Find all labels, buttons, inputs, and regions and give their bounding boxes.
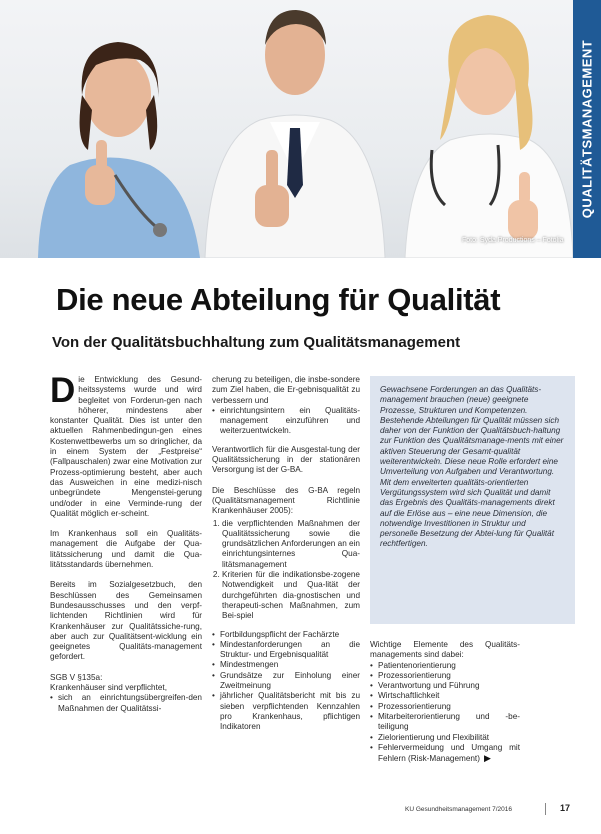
section-tab-label: QUALITÄTSMANAGEMENT (579, 39, 595, 219)
col2-lead: cherung zu beteiligen, die insbe-sondere zum Ziel haben, die Er-gebnisqualität zu verbessern und (212, 375, 360, 405)
list-item: • Mitarbeiterorientierung und -be-teiligung (378, 712, 520, 733)
list-item: 2. Kriterien für die indikationsbe-zogene Notwendigkeit und Qua-lität der durchgeführten dia-gnostischen und therapeuti-schen Maßnahmen, zum Bei-spiel (222, 570, 360, 621)
doctor-center-figure (205, 10, 385, 258)
col2-bullet-list-b (212, 630, 360, 733)
list-item: • Zielorientierung und Flexibilität (378, 733, 520, 743)
photo-credit: Foto: Syda Productions – Fotolia (462, 237, 564, 244)
continue-arrow-icon: ▶ (483, 753, 491, 764)
list-item: • Grundsätze zur Einholung einer Zweitmeinung (220, 671, 360, 692)
list-item: • Verantwortung und Führung (378, 681, 520, 691)
text-column-1 (50, 371, 202, 722)
list-item: • Prozessorientierung (378, 702, 520, 712)
doctor-left-figure (38, 42, 200, 258)
col1-p1-text: ie Entwicklung des Gesund-heitssystems wurde und wird begleitet von Forderun-gen nach höherer, mindestens aber konstanter Qualität. Dies ist unter den aktuellen Rahmenbedingun-gen eines Kostenwettbewerbs um so dringlicher, da in einem System der „Festpreise“ (Fallpauschalen) zwar eine Motivation zur Prozess-optimierung besteht, aber auch das Ausweichen in eine medizi-nisch unbegründete Mengenstei-gerung und/oder in eine Verminde-rung der Qualität möglich er-scheint. (50, 375, 202, 518)
col1-paragraph-3: Bereits im Sozialgesetzbuch, den Beschlüssen des Gemeinsamen Bundesausschusses und den verpf-lichtenden Richtlinien wird für Krankenhäuser zur Qualitätssiche-rung, aber auch zur Qualitätsent-wicklung ein geeignetes Qualitäts-management gefordert. (50, 580, 202, 662)
col1-bullet-list (50, 693, 202, 714)
col2-bullet-list-a (212, 406, 360, 437)
article-title: Die neue Abteilung für Qualität (56, 282, 501, 317)
list-item (378, 743, 520, 765)
hero-illustration (0, 0, 573, 258)
list-item: • Mindestmengen (220, 660, 360, 670)
list-item: • jährlicher Qualitätsbericht mit bis zu sieben verpflichtenden Kennzahlen pro Krankenhaus, pflichtigen Indikatoren (220, 691, 360, 732)
col1-p4-heading: SGB V §135a: (50, 672, 103, 682)
page-number: 17 (560, 803, 571, 813)
list-item: • einrichtungsintern ein Qualitäts-management einzuführen und weiterzuentwickeln. (220, 406, 360, 437)
list-item: • Mindestanforderungen an die Struktur- und Ergebnisqualität (220, 640, 360, 661)
col1-paragraph-4 (50, 673, 202, 694)
list-item: • sich an einrichtungsübergreifen-den Maßnahmen der Qualitätssi- (58, 693, 202, 714)
list-item: • Fortbildungspflicht der Fachärzte (220, 630, 360, 640)
col2-paragraph-1: Verantwortlich für die Ausgestal-tung der Qualitätssicherung in der stationären Versorgung ist der G-BA. (212, 444, 360, 475)
col3-intro: Wichtige Elemente des Qualitäts-managements sind dabei: (370, 640, 520, 660)
section-tab (573, 0, 601, 258)
list-item: 1. die verpflichtenden Maßnahmen der Qualitätssicherung sowie die grundsätzlichen Anforderungen an ein einrichtungsinternes Qua-litätsmanagement (222, 519, 360, 570)
col3-bullet-list (370, 661, 520, 765)
hero-photo (0, 0, 573, 258)
col2-numbered-list (212, 519, 360, 622)
doctor-right-figure (405, 15, 573, 258)
col1-paragraph-2: Im Krankenhaus soll ein Qualitäts-management die Aufgabe der Qua-litätssicherung und damit die Qua-litätsstandards übernehmen. (50, 529, 202, 570)
list-item: • Prozessorientierung (378, 671, 520, 681)
list-item-text: Fehlervermeidung und Umgang mit Fehlern (Risk-Management) (378, 742, 520, 764)
text-column-2 (212, 375, 360, 741)
info-box (370, 376, 575, 624)
text-column-3 (370, 640, 520, 773)
col2-paragraph-2: Die Beschlüsse des G-BA regeln (Qualitätsmanagement Richtlinie Krankenhäuser 2005): (212, 485, 360, 516)
info-box-text: Gewachsene Forderungen an das Qualitäts-management brauchen (neue) geeignete Prozesse, Strukturen und Kompetenzen. Bestehende Abteilungen für Qualität müssen sich daher von der Funktion der Qualitätsbuch-haltung zur Funktion des Qualitätsmanage-ments mit einer aktiven Steuerung der Gesamt-qualität weiterentwickeln. Diese neue Rolle erfordert eine Umverteilung von Aufgaben und Verantwortung. Mit dem erweiterten qualitäts-orientierten Vergütungssystem wird sich Qualität und damit das Ergebnis des Qualitäts-managements direkt auf die Erlöse aus – eine neue Dimension, die notwendige Investitionen in Struktur und personelle Besetzung der Abtei-lung für Qualität rechtfertigen. (380, 385, 564, 549)
article-subtitle: Von der Qualitätsbuchhaltung zum Qualitätsmanagement (52, 334, 461, 351)
drop-cap: D (50, 371, 76, 410)
col1-p4-text: Krankenhäuser sind verpflichtet, (50, 683, 167, 693)
col1-paragraph-1 (50, 371, 202, 519)
list-item: • Wirtschaftlichkeit (378, 691, 520, 701)
footer-journal: KU Gesundheitsmanagement 7/2016 (405, 806, 512, 813)
list-item: • Patientenorientierung (378, 661, 520, 671)
footer-divider (545, 803, 546, 815)
